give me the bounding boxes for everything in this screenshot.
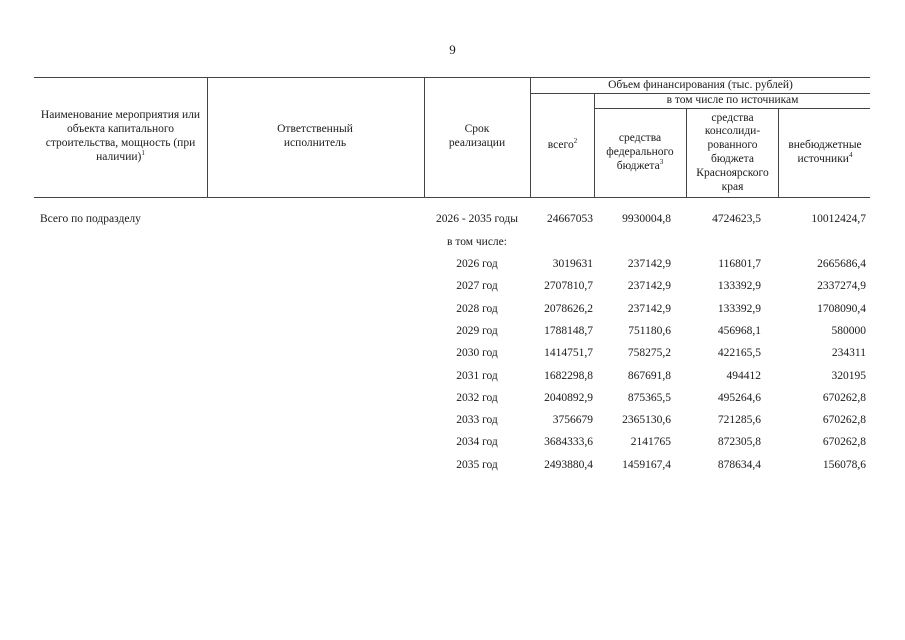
row-total: 2493880,4 [544,459,593,471]
header-consolidated: средства консолиди-рованного бюджета Красноярского края [696,111,769,193]
row-extrabudget: 2665686,4 [817,258,866,270]
table-row [0,459,905,479]
row-extrabudget: 2337274,9 [817,280,866,292]
header-total: всего$^2$ [547,137,578,152]
header-funding: Объем финансирования (тыс. рублей) [608,78,793,91]
table-row [0,347,905,367]
row-period: 2035 год [456,459,498,471]
including-label: в том числе: [447,236,507,248]
row-period: 2032 год [456,392,498,404]
summary-row [0,213,905,233]
row-total: 2707810,7 [544,280,593,292]
col-divider [207,77,208,197]
row-extrabudget: 234311 [831,347,866,359]
row-total: 1788148,7 [544,325,593,337]
row-total: 3684333,6 [544,436,593,448]
row-extrabudget: 320195 [831,370,866,382]
row-consolidated: 495264,6 [717,392,761,404]
row-period: 2033 год [456,414,498,426]
row-total: 3019631 [552,258,593,270]
table-row [0,414,905,434]
row-consolidated: 456968,1 [717,325,761,337]
summary-federal: 9930004,8 [622,213,671,225]
row-federal: 758275,2 [627,347,671,359]
page-number: 9 [449,42,456,57]
col-divider [424,77,425,197]
row-period: 2027 год [456,280,498,292]
row-extrabudget: 580000 [831,325,866,337]
col-divider [686,108,687,197]
header-bottom-rule [34,197,870,198]
table-row [0,325,905,345]
col-divider [778,108,779,197]
table-row [0,258,905,278]
header-name: Наименование мероприятия или объекта капитального строительства, мощность (при наличии)$^1$ [40,109,201,163]
row-federal: 875365,5 [627,392,671,404]
header-sources: в том числе по источникам [666,94,799,107]
row-period: 2029 год [456,325,498,337]
summary-total: 24667053 [547,213,593,225]
row-federal: 2141765 [630,436,671,448]
row-consolidated: 422165,5 [717,347,761,359]
header-federal: средства федерального бюджета$^3$ [606,132,674,172]
row-consolidated: 494412 [726,370,761,382]
row-federal: 237142,9 [627,258,671,270]
row-period: 2026 год [456,258,498,270]
row-extrabudget: 670262,8 [822,436,866,448]
row-consolidated: 878634,4 [717,459,761,471]
row-total: 2078626,2 [544,303,593,315]
summary-consolidated: 4724623,5 [712,213,761,225]
col-divider [594,93,595,197]
row-federal: 237142,9 [627,280,671,292]
row-consolidated: 721285,6 [717,414,761,426]
table-row [0,303,905,323]
summary-period: 2026 - 2035 годы [436,213,518,225]
header-responsible: Ответственный исполнитель [277,123,353,149]
row-total: 1414751,7 [544,347,593,359]
row-period: 2028 год [456,303,498,315]
including-row [0,236,905,256]
row-period: 2030 год [456,347,498,359]
table-row [0,436,905,456]
row-extrabudget: 156078,6 [822,459,866,471]
row-total: 3756679 [552,414,593,426]
row-total: 1682298,8 [544,370,593,382]
table-row [0,280,905,300]
row-federal: 1459167,4 [622,459,671,471]
row-consolidated: 116801,7 [718,258,761,270]
row-period: 2034 год [456,436,498,448]
row-extrabudget: 1708090,4 [817,303,866,315]
row-consolidated: 872305,8 [717,436,761,448]
header-extrabudget: внебюджетные источники$^4$ [788,139,862,165]
row-federal: 867691,8 [627,370,671,382]
header-period: Срок реализации [448,123,506,149]
row-extrabudget: 670262,8 [822,414,866,426]
row-federal: 237142,9 [627,303,671,315]
row-extrabudget: 670262,8 [822,392,866,404]
table-row [0,370,905,390]
row-federal: 751180,6 [628,325,671,337]
row-period: 2031 год [456,370,498,382]
row-federal: 2365130,6 [622,414,671,426]
row-total: 2040892,9 [544,392,593,404]
summary-extrabudget: 10012424,7 [811,213,866,225]
table-row [0,392,905,412]
row-consolidated: 133392,9 [717,280,761,292]
summary-name: Всего по подразделу [40,213,141,225]
row-consolidated: 133392,9 [717,303,761,315]
